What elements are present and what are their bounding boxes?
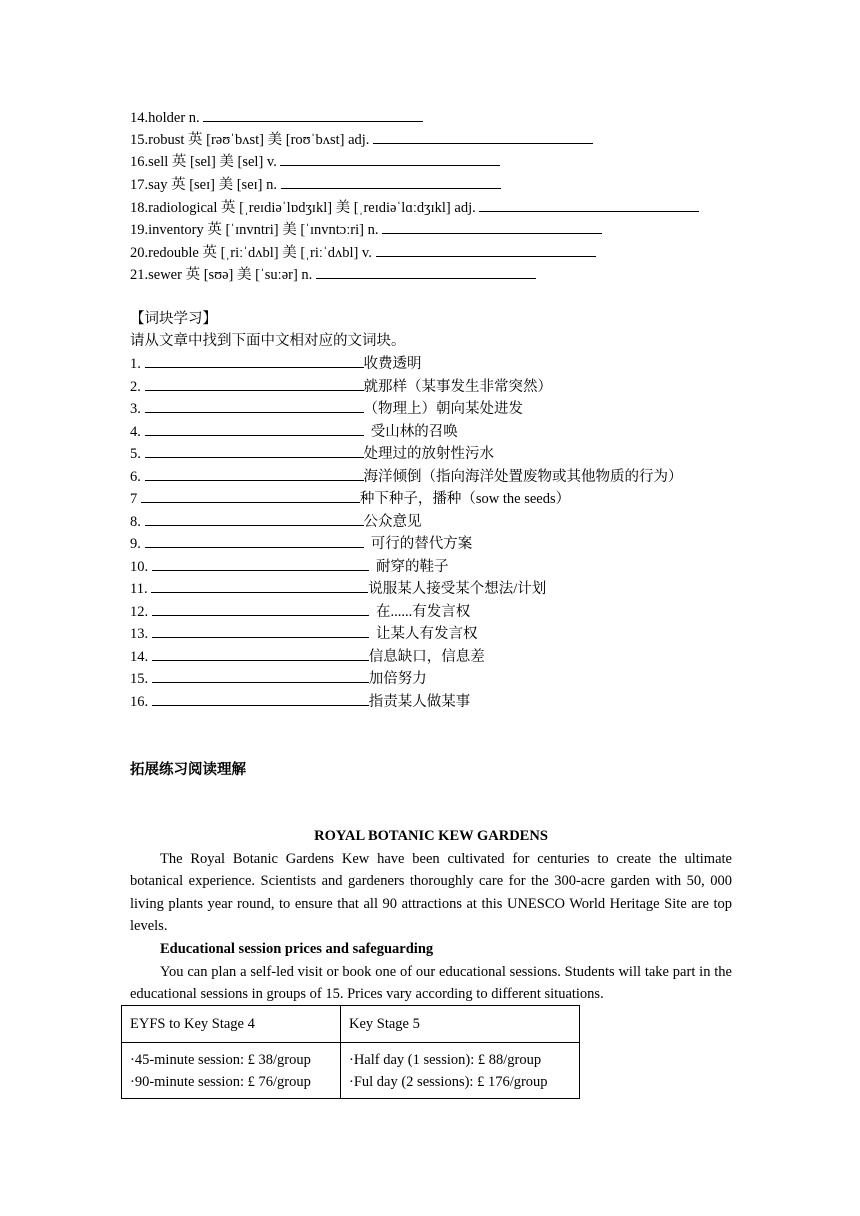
- phrase-item: [130, 376, 552, 397]
- answer-blank[interactable]: [281, 174, 501, 189]
- vocab-item: [130, 242, 596, 263]
- phrase-chinese: 说服某人接受某个想法/计划: [368, 581, 547, 597]
- phrase-number: 16.: [130, 693, 152, 710]
- answer-blank[interactable]: [373, 129, 593, 144]
- price-line: ·45-minute session: £ 38/group: [130, 1051, 311, 1068]
- answer-blank[interactable]: [152, 646, 369, 661]
- answer-blank[interactable]: [152, 601, 369, 616]
- phrase-item: [130, 556, 449, 577]
- phrase-number: 15.: [130, 671, 152, 687]
- phrase-number: 8.: [130, 513, 145, 530]
- vocab-word: 19.inventory 英 [ˈɪnvntri] 美 [ˈɪnvntɔːri] n.: [130, 222, 383, 238]
- phrase-item: [130, 353, 422, 374]
- price-table-cell-ks5: [341, 1043, 580, 1099]
- phrase-item: [130, 646, 485, 667]
- phrase-chinese: 受山林的召唤: [363, 423, 458, 440]
- phrase-item: [130, 578, 546, 599]
- phrase-item: [130, 668, 427, 689]
- phrase-item: [130, 443, 494, 464]
- vocab-item: [130, 197, 699, 218]
- price-table-cell-eyfs: [122, 1043, 341, 1099]
- phrase-number: 13.: [130, 626, 152, 642]
- answer-blank[interactable]: [145, 398, 364, 413]
- phrase-chinese: 处理过的放射性污水: [363, 446, 494, 462]
- phrase-item: [130, 466, 683, 487]
- answer-blank[interactable]: [152, 623, 369, 638]
- phrase-number: 6.: [130, 468, 145, 485]
- phrase-number: 3.: [130, 401, 145, 417]
- extension-heading: 拓展练习阅读理解: [130, 762, 246, 778]
- vocab-item: [130, 151, 500, 172]
- price-table: [121, 1005, 580, 1099]
- vocab-item: [130, 264, 536, 285]
- phrase-chinese: 指责某人做某事: [368, 693, 471, 710]
- phrase-chinese: 信息缺口，信息差: [368, 648, 485, 665]
- phrase-chinese: 加倍努力: [368, 671, 427, 687]
- price-line: ·90-minute session: £ 76/group: [130, 1073, 311, 1090]
- answer-blank[interactable]: [145, 353, 364, 368]
- phrase-section-title: 【词块学习】: [130, 311, 217, 327]
- vocab-word: 17.say 英 [seɪ] 美 [seɪ] n.: [130, 177, 281, 193]
- answer-blank[interactable]: [382, 219, 602, 234]
- article-paragraph-1: The Royal Botanic Gardens Kew have been cultivated for centuries to create the ultimate botanical experience. Scientists and gardeners thoroughly care for the 300-acre garden with 50, 000 living plants year round, to ensure that all 90 attractions at this UNESCO World Heritage Site are top levels.: [130, 851, 732, 934]
- phrase-chinese: 让某人有发言权: [368, 626, 478, 642]
- answer-blank[interactable]: [145, 533, 364, 548]
- answer-blank[interactable]: [152, 556, 369, 571]
- price-line: ·Ful day (2 sessions): £ 176/group: [349, 1073, 548, 1090]
- phrase-item: [130, 511, 422, 532]
- phrase-chinese: 收费透明: [363, 356, 422, 372]
- phrase-chinese: 海洋倾倒（指向海洋处置废物或其他物质的行为）: [363, 468, 683, 485]
- phrase-number: 10.: [130, 558, 152, 575]
- answer-blank[interactable]: [479, 197, 699, 212]
- phrase-chinese: 就那样（某事发生非常突然）: [363, 378, 552, 395]
- vocab-word: 16.sell 英 [sel] 美 [sel] v.: [130, 154, 281, 170]
- phrase-item: [130, 398, 523, 419]
- answer-blank[interactable]: [145, 511, 364, 526]
- answer-blank[interactable]: [141, 488, 360, 503]
- price-table-header-ks5: Key Stage 5: [341, 1006, 580, 1043]
- phrase-number: 9.: [130, 536, 145, 552]
- answer-blank[interactable]: [145, 466, 364, 481]
- phrase-number: 12.: [130, 603, 152, 620]
- answer-blank[interactable]: [152, 668, 369, 683]
- answer-blank[interactable]: [376, 242, 596, 257]
- vocab-item: [130, 219, 602, 240]
- phrase-item: [130, 488, 570, 509]
- article-title: ROYAL BOTANIC KEW GARDENS: [314, 828, 548, 844]
- phrase-item: [130, 601, 470, 622]
- vocab-item: [130, 129, 593, 150]
- price-line: ·Half day (1 session): £ 88/group: [349, 1051, 542, 1068]
- phrase-item: [130, 691, 470, 712]
- phrase-number: 14.: [130, 648, 152, 665]
- phrase-number: 5.: [130, 446, 145, 462]
- vocab-item: [130, 174, 501, 195]
- vocab-word: 20.redouble 英 [ˌriːˈdʌbl] 美 [ˌriːˈdʌbl] v.: [130, 245, 376, 261]
- answer-blank[interactable]: [151, 578, 368, 593]
- phrase-item: [130, 623, 478, 644]
- phrase-chinese: 种下种子，播种（sow the seeds）: [359, 491, 571, 507]
- answer-blank[interactable]: [145, 443, 364, 458]
- vocab-word: 14.holder n.: [130, 110, 204, 126]
- price-table-header-eyfs: EYFS to Key Stage 4: [122, 1006, 341, 1043]
- answer-blank[interactable]: [316, 264, 536, 279]
- vocab-item: [130, 107, 423, 128]
- answer-blank[interactable]: [152, 691, 369, 706]
- answer-blank[interactable]: [203, 107, 423, 122]
- phrase-chinese: 可行的替代方案: [363, 536, 473, 552]
- phrase-number: 7: [130, 491, 141, 507]
- article-paragraph-2: You can plan a self-led visit or book one of our educational sessions. Students will take part in the educational sessions in groups of 15. Prices vary according to different situations.: [130, 964, 732, 1003]
- phrase-chinese: 耐穿的鞋子: [368, 558, 449, 575]
- phrase-number: 4.: [130, 423, 145, 440]
- phrase-chinese: 在......有发言权: [368, 603, 471, 620]
- answer-blank[interactable]: [145, 421, 364, 436]
- answer-blank[interactable]: [145, 376, 364, 391]
- answer-blank[interactable]: [280, 151, 500, 166]
- article-subheading: Educational session prices and safeguarding: [160, 941, 434, 957]
- phrase-number: 11.: [130, 581, 152, 597]
- phrase-chinese: （物理上）朝向某处进发: [363, 401, 523, 417]
- phrase-number: 1.: [130, 356, 145, 372]
- vocab-word: 15.robust 英 [rəʊˈbʌst] 美 [roʊˈbʌst] adj.: [130, 132, 374, 148]
- phrase-number: 2.: [130, 378, 145, 395]
- vocab-word: 21.sewer 英 [sʊə] 美 [ˈsuːər] n.: [130, 267, 316, 283]
- phrase-instruction: 请从文章中找到下面中文相对应的文词块。: [130, 333, 406, 349]
- vocab-word: 18.radiological 英 [ˌreɪdiəˈlɒdʒɪkl] 美 [ˌreɪdiəˈlɑːdʒɪkl] adj.: [130, 200, 480, 216]
- phrase-item: [130, 421, 458, 442]
- phrase-chinese: 公众意见: [363, 513, 422, 530]
- phrase-item: [130, 533, 472, 554]
